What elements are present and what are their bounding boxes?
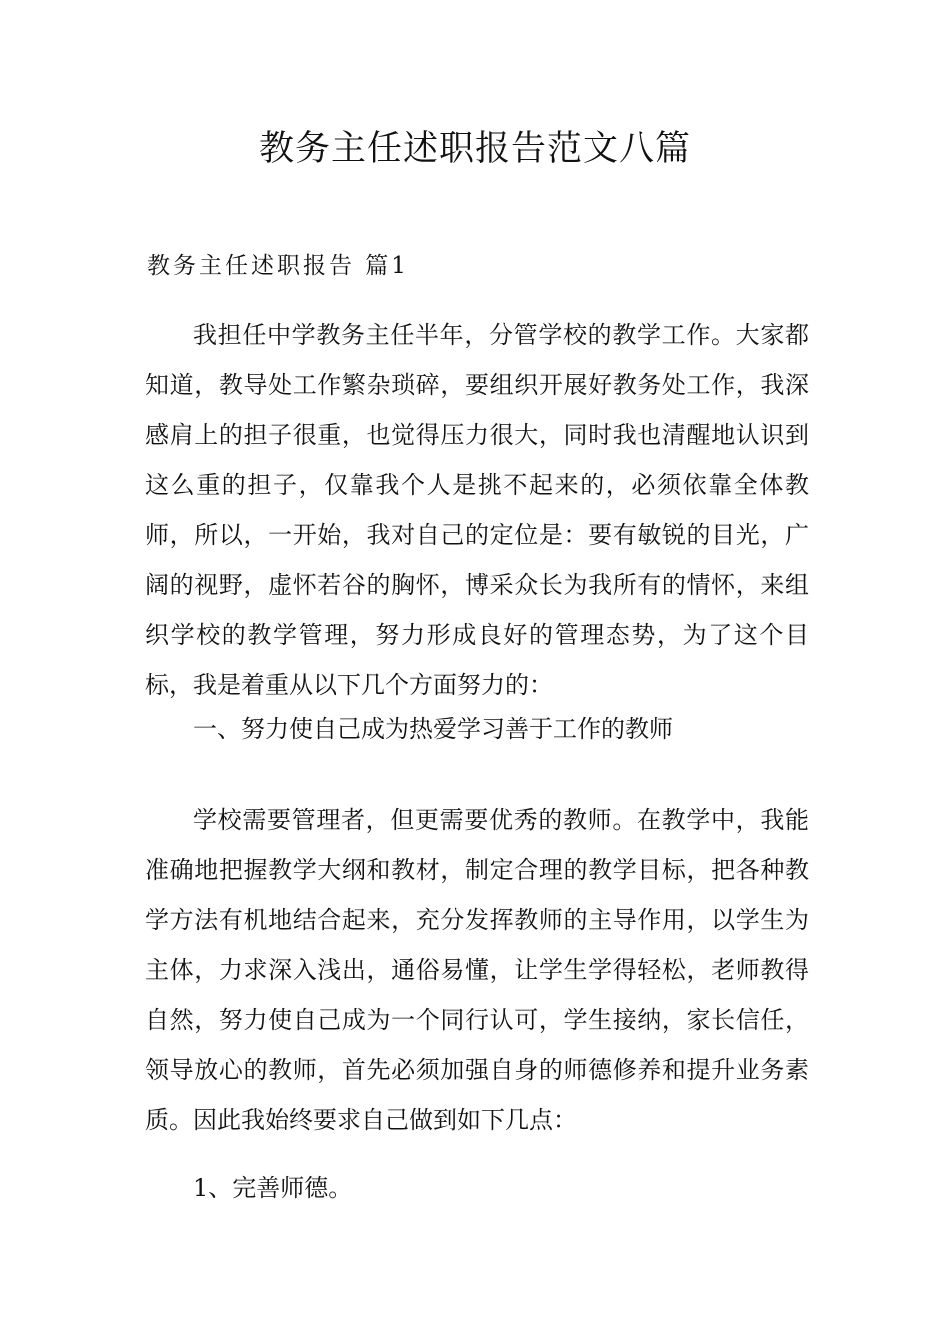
subheading: 一、努力使自己成为热爱学习善于工作的教师 (193, 715, 673, 743)
document-title: 教务主任述职报告范文八篇 (258, 129, 691, 169)
body-paragraph: 学校需要管理者，但更需要优秀的教师。在教学中，我能准确地把握教学大纲和教材，制定合理的教学目标，把各种教学方法有机地结合起来，充分发挥教师的主导作用，以学生为主体，力求深入浅出，通俗易懂，让学生学得轻松，老师教得自然，努力使自己成为一个同行认可，学生接纳，家长信任，领导放心的教师，首先必须加强自身的师德修养和提升业务素质。因此我始终要求自己做到如下几点： (145, 806, 809, 1134)
body-paragraph: 我担任中学教务主任半年，分管学校的教学工作。大家都知道，教导处工作繁杂琐碎，要组织开展好教务处工作，我深感肩上的担子很重，也觉得压力很大，同时我也清醒地认识到这么重的担子，仅靠我个人是挑不起来的，必须依靠全体教师，所以，一开始，我对自己的定位是：要有敏锐的目光，广阔的视野，虚怀若谷的胸怀，博采众长为我所有的情怀，来组织学校的教学管理，努力形成良好的管理态势，为了这个目标，我是着重从以下几个方面努力的： (145, 321, 809, 699)
section-heading: 教务主任述职报告 篇1 (147, 253, 409, 279)
list-item: 1、完善师德。 (193, 1174, 353, 1202)
